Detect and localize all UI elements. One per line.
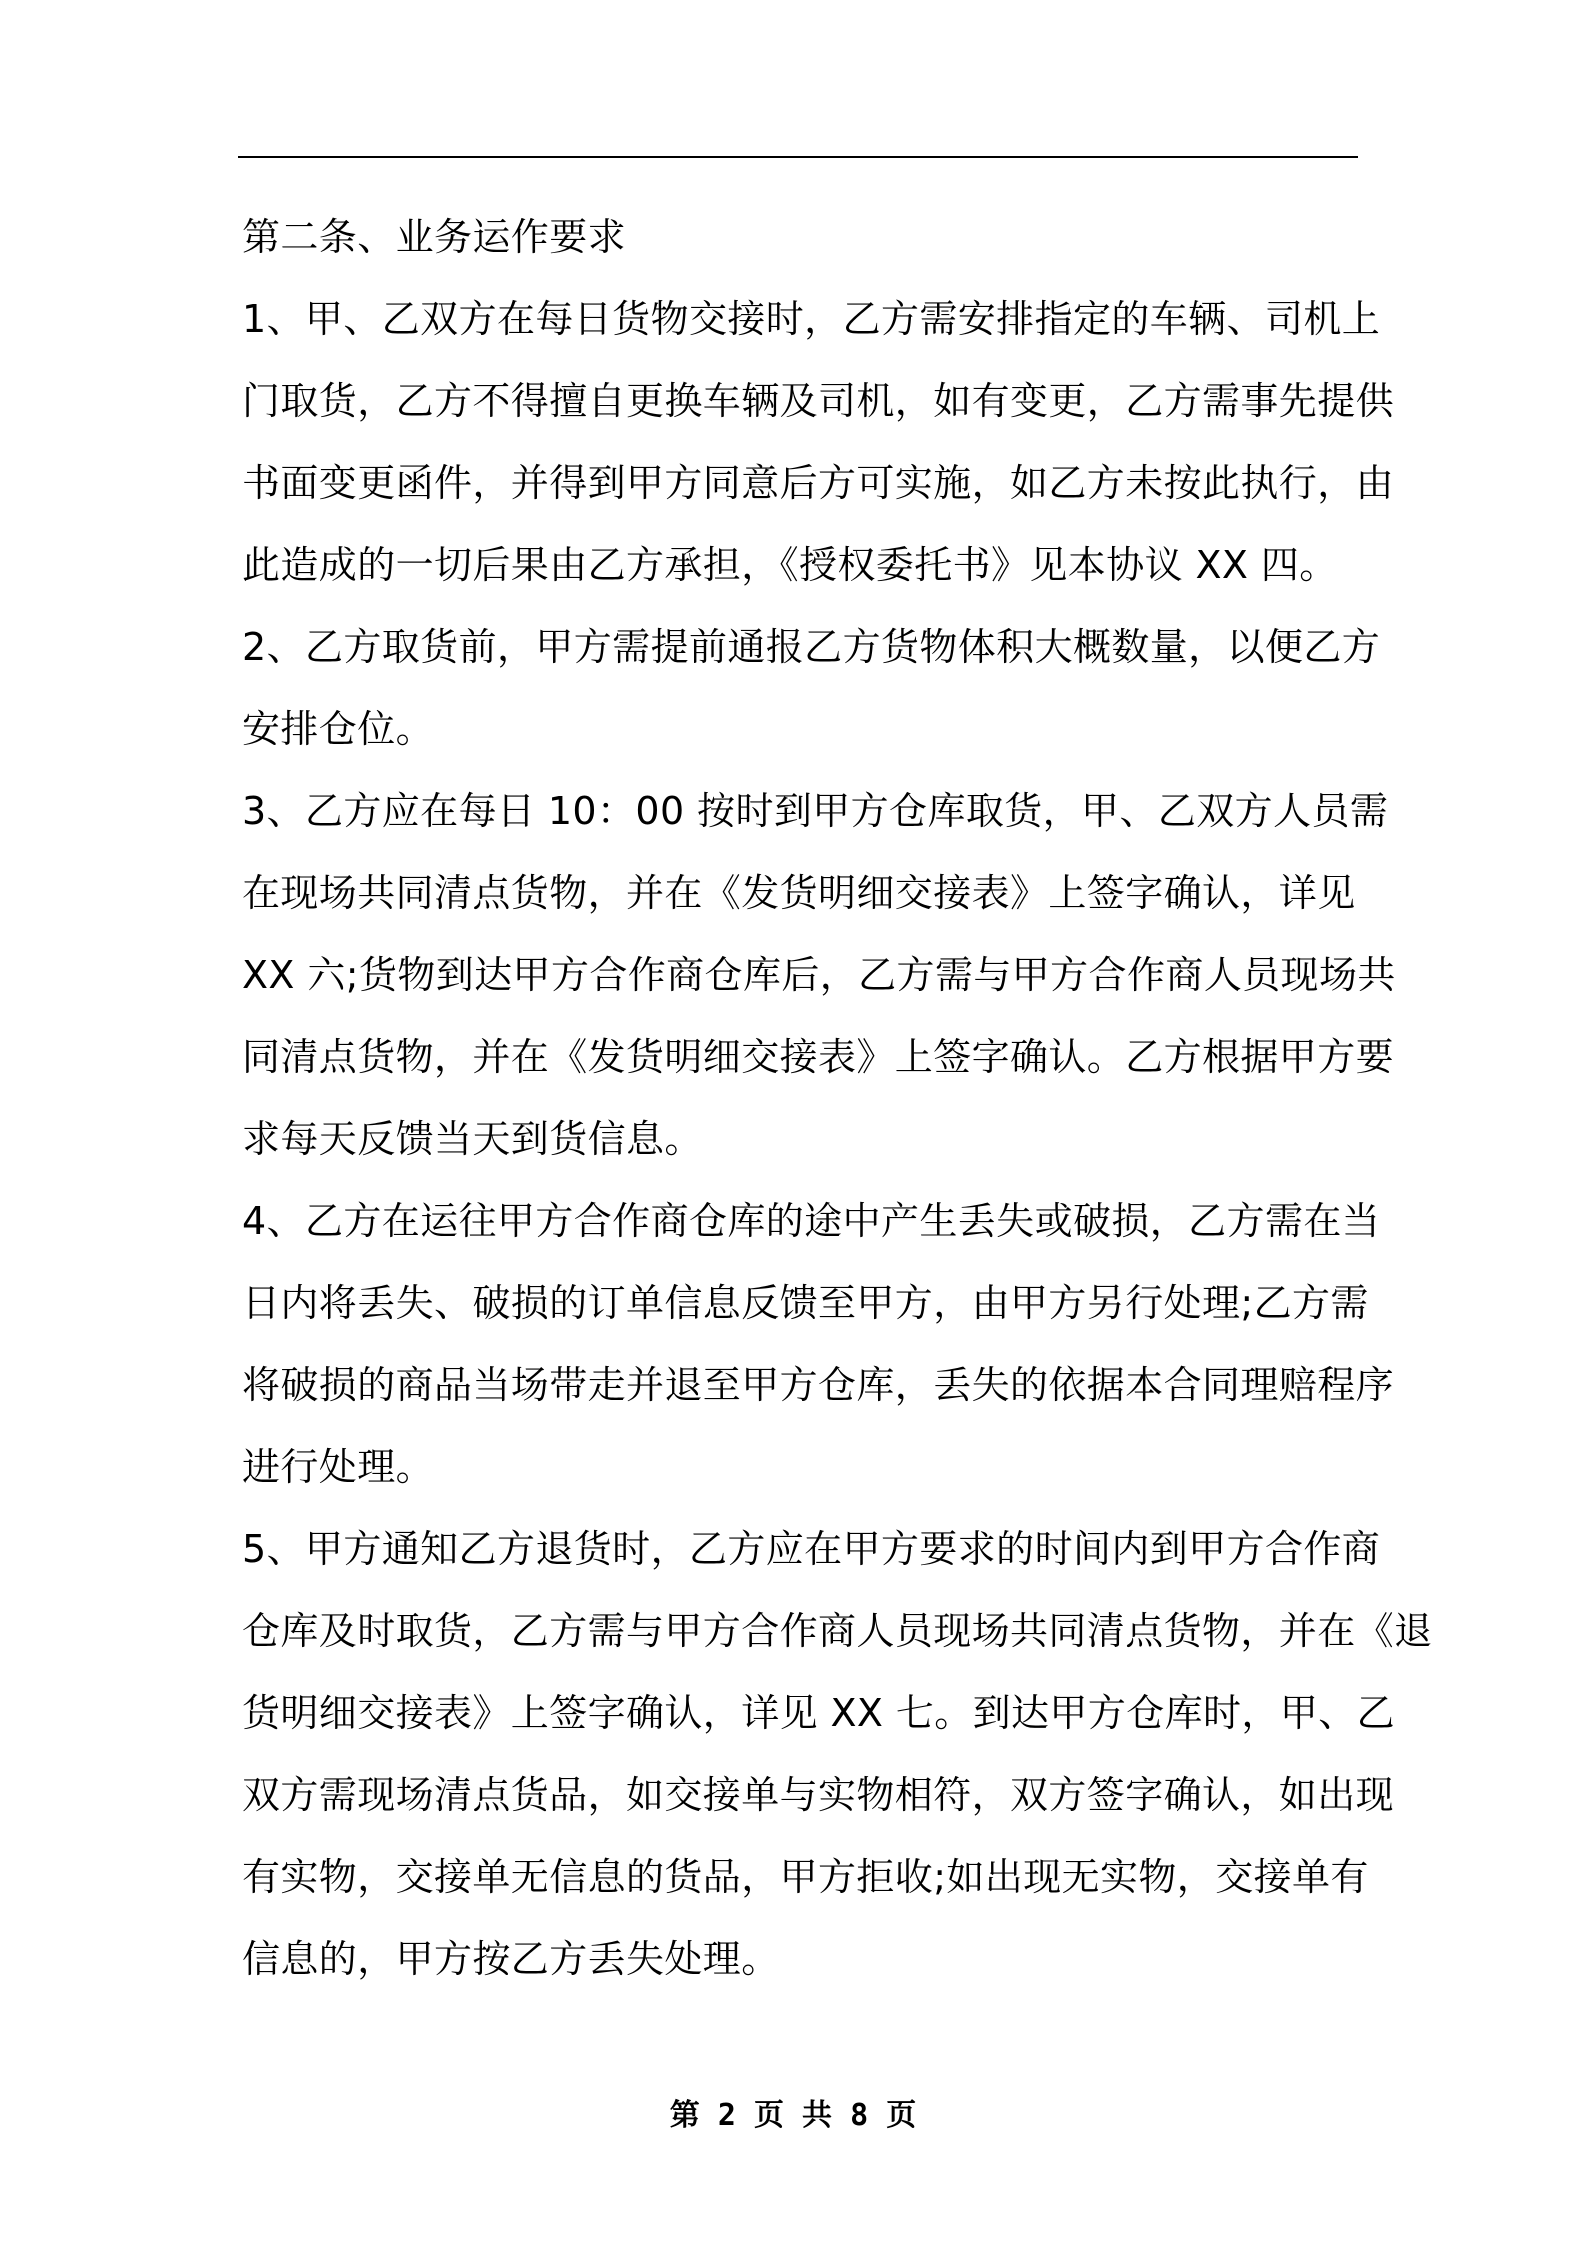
body-line: 3、乙方应在每日 10：00 按时到甲方仓库取货，甲、乙双方人员需 [242, 789, 1389, 833]
body-line: 门取货，乙方不得擅自更换车辆及司机，如有变更，乙方需事先提供 [242, 379, 1395, 423]
body-line: 货明细交接表》上签字确认，详见 XX 七。到达甲方仓库时，甲、乙 [242, 1691, 1396, 1735]
body-line: XX 六;货物到达甲方合作商仓库后，乙方需与甲方合作商人员现场共 [242, 953, 1396, 997]
body-line: 4、乙方在运往甲方合作商仓库的途中产生丢失或破损，乙方需在当 [242, 1199, 1381, 1243]
body-line: 信息的，甲方按乙方丢失处理。 [242, 1937, 780, 1981]
body-line: 1、甲、乙双方在每日货物交接时，乙方需安排指定的车辆、司机上 [242, 297, 1381, 341]
body-line: 求每天反馈当天到货信息。 [242, 1117, 703, 1161]
body-line: 进行处理。 [242, 1445, 435, 1489]
header-rule [238, 156, 1358, 158]
page-number: 第 2 页 共 8 页 [669, 2098, 917, 2133]
body-line: 安排仓位。 [242, 707, 435, 751]
body-line: 5、甲方通知乙方退货时，乙方应在甲方要求的时间内到甲方合作商 [242, 1527, 1381, 1571]
body-line: 2、乙方取货前，甲方需提前通报乙方货物体积大概数量，以便乙方 [242, 625, 1381, 669]
section-heading: 第二条、业务运作要求 [242, 215, 627, 259]
body-line: 书面变更函件，并得到甲方同意后方可实施，如乙方未按此执行，由 [242, 461, 1395, 505]
body-line: 有实物，交接单无信息的货品，甲方拒收;如出现无实物，交接单有 [242, 1855, 1369, 1899]
body-line: 日内将丢失、破损的订单信息反馈至甲方，由甲方另行处理;乙方需 [242, 1281, 1369, 1325]
body-line: 将破损的商品当场带走并退至甲方仓库，丢失的依据本合同理赔程序 [242, 1363, 1395, 1407]
document-body [242, 196, 1433, 2000]
body-line: 此造成的一切后果由乙方承担，《授权委托书》见本协议 XX 四。 [242, 543, 1338, 587]
body-line: 同清点货物，并在《发货明细交接表》上签字确认。乙方根据甲方要 [242, 1035, 1395, 1079]
body-line: 双方需现场清点货品，如交接单与实物相符，双方签字确认，如出现 [242, 1773, 1395, 1817]
body-line: 在现场共同清点货物，并在《发货明细交接表》上签字确认，详见 [242, 871, 1356, 915]
body-line: 仓库及时取货，乙方需与甲方合作商人员现场共同清点货物，并在《退 [242, 1609, 1433, 1653]
